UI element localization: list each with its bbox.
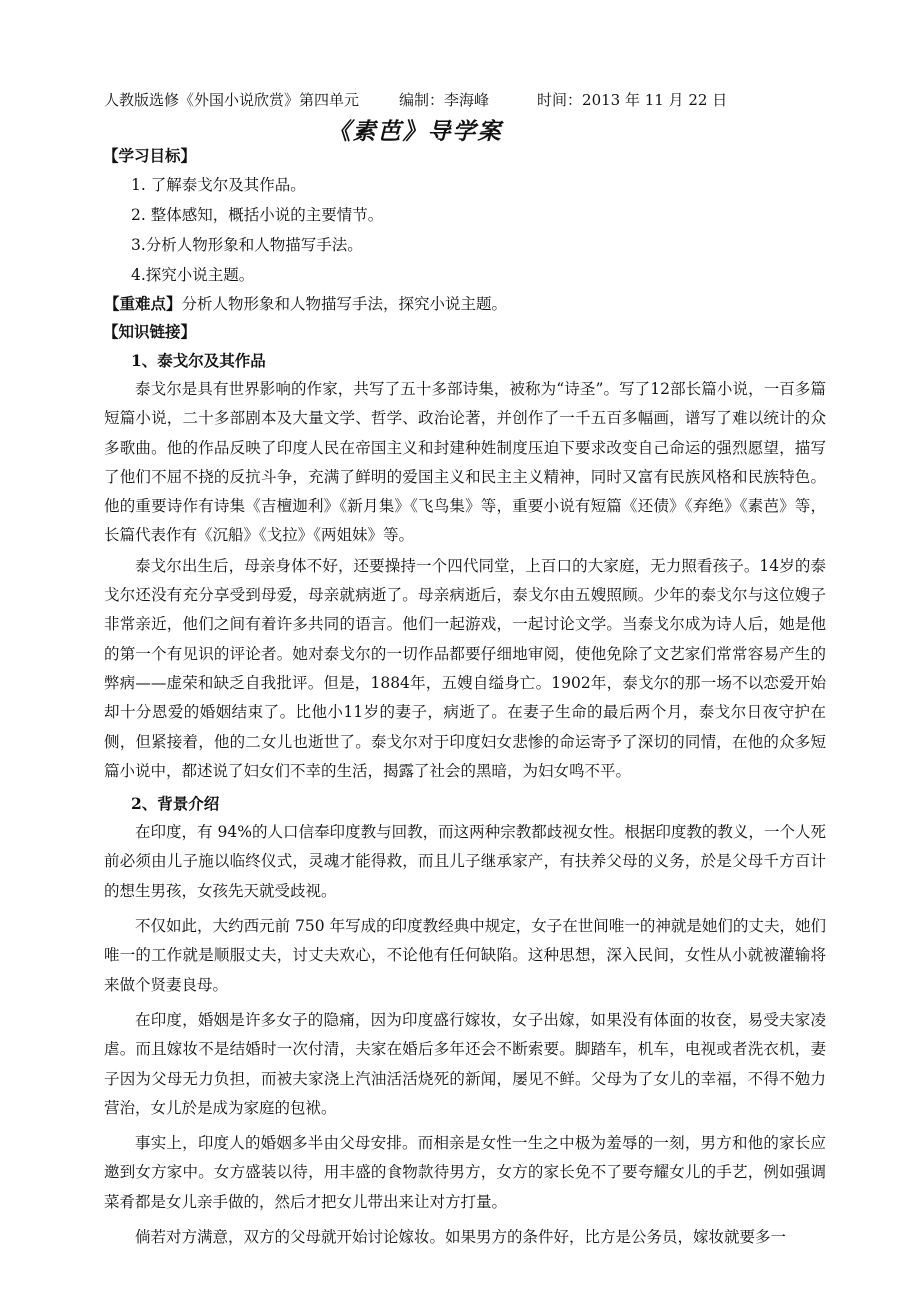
paragraph: 泰戈尔出生后，母亲身体不好，还要操持一个四代同堂，上百口的大家庭，无力照看孩子。14岁的泰戈尔还没有充分享受到母爱，母亲就病逝了。母亲病逝后，泰戈尔由五嫂照顾。少年的泰戈尔与这位嫂子非常亲近，他们之间有着许多共同的语言。他们一起游戏，一起讨论文学。当泰戈尔成为诗人后，她是他的第一个有见识的评论者。她对泰戈尔的一切作品都要仔细地审阅，使他免除了文艺家们常常容易产生的弊病——虚荣和缺乏自我批评。但是，1884年，五嫂自缢身亡。1902年，泰戈尔的那一场不以恋爱开始却十分恩爱的婚姻结束了。比他小11岁的妻子，病逝了。在妻子生命的最后两个月，泰戈尔日夜守护在侧，但紧接着，他的二女儿也逝世了。泰戈尔对于印度妇女悲惨的命运寄予了深切的同情，在他的众多短篇小说中，都述说了妇女们不幸的生活，揭露了社会的黑暗，为妇女鸣不平。 [104, 556, 826, 780]
key-points-label: 【重难点】 [104, 294, 182, 313]
course-label: 人教版选修《外国小说欣赏》第四单元 [104, 91, 360, 109]
page-title: 《素芭》导学案 [327, 118, 503, 145]
objective-item: 2. 整体感知，概括小说的主要情节。 [131, 206, 384, 224]
objective-item: 4.探究小说主题。 [131, 266, 255, 284]
paragraph: 在印度，婚姻是许多女子的隐痛，因为印度盛行嫁妆，女子出嫁，如果没有体面的妆奁，易受夫家凌虐。而且嫁妆不是结婚时一次付清，夫家在婚后多年还会不断索要。脚踏车，机车，电视或者洗衣机，妻子因为父母无力负担，而被夫家浇上汽油活活烧死的新闻，屡见不鲜。父母为了女儿的幸福，不得不勉力营治，女儿於是成为家庭的包袱。 [104, 1010, 826, 1117]
section-title: 2、背景介绍 [131, 794, 220, 814]
key-points [104, 290, 826, 318]
paragraph: 泰戈尔是具有世界影响的作家，共写了五十多部诗集，被称为“诗圣”。写了12部长篇小说，一百多篇短篇小说，二十多部剧本及大量文学、哲学、政治论著，并创作了一千五百多幅画，谱写了难以统计的众多歌曲。他的作品反映了印度人民在帝国主义和封建种姓制度压迫下要求改变自己命运的强烈愿望，描写了他们不屈不挠的反抗斗争，充满了鲜明的爱国主义和民主主义精神，同时又富有民族风格和民族特色。他的重要诗作有诗集《吉檀迦利》《新月集》《飞鸟集》等，重要小说有短篇《还债》《弃绝》《素芭》等，长篇代表作有《沉船》《戈拉》《两姐妹》等。 [104, 380, 826, 545]
section-title: 1、泰戈尔及其作品 [131, 351, 266, 370]
paragraph: 倘若对方满意，双方的父母就开始讨论嫁妆。如果男方的条件好，比方是公务员，嫁妆就要多一 [135, 1228, 787, 1247]
objectives-heading: 【学习目标】 [103, 146, 197, 165]
objective-item: 1. 了解泰戈尔及其作品。 [131, 176, 306, 194]
paragraph: 事实上，印度人的婚姻多半由父母安排。而相亲是女性一生之中极为羞辱的一刻，男方和他的家长应邀到女方家中。女方盛装以待，用丰盛的食物款待男方，女方的家长免不了要夸耀女儿的手艺，例如强调菜肴都是女儿亲手做的，然后才把女儿带出来让对方打量。 [104, 1134, 826, 1211]
header-line [104, 89, 727, 110]
objective-item: 3.分析人物形象和人物描写手法。 [131, 236, 363, 254]
key-points-text: 分析人物形象和人物描写手法，探究小说主题。 [181, 295, 508, 313]
date-label: 时间：2013 年 11 月 22 日 [537, 91, 728, 109]
paragraph: 在印度，有 94%的人口信奉印度教与回教，而这两种宗教都歧视女性。根据印度教的教义，一个人死前必须由儿子施以临终仪式，灵魂才能得救，而且儿子继承家产，有扶养父母的义务，於是父母千方百计的想生男孩，女孩先天就受歧视。 [104, 823, 826, 900]
knowledge-heading: 【知识链接】 [103, 322, 197, 341]
editor-label: 编制：李海峰 [399, 91, 490, 109]
paragraph: 不仅如此，大约西元前 750 年写成的印度教经典中规定，女子在世间唯一的神就是她们的丈夫，她们唯一的工作就是顺服丈夫，讨丈夫欢心，不论他有任何缺陷。这种思想，深入民间，女性从小就被灌输将来做个贤妻良母。 [104, 917, 826, 994]
document-body [104, 142, 826, 1252]
